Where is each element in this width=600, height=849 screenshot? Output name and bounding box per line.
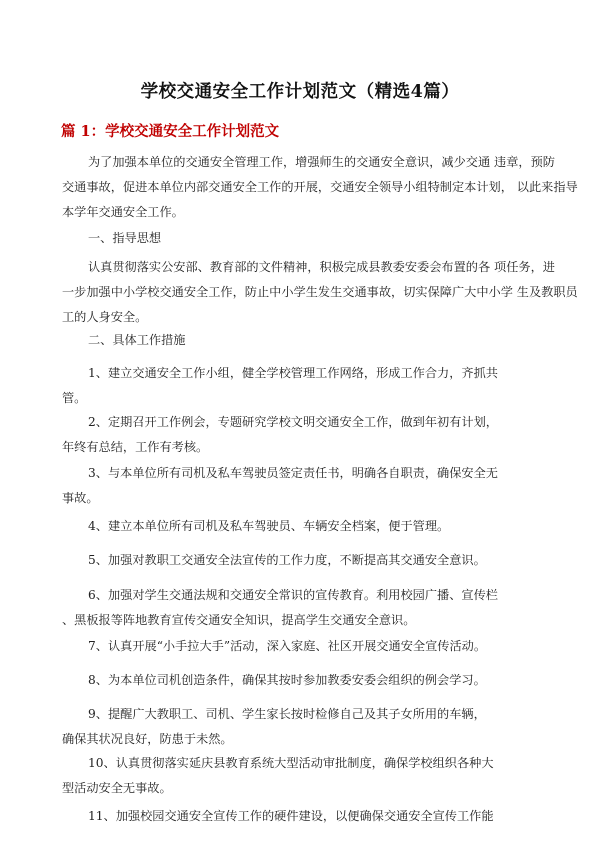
heading-specific-measures <box>62 328 542 353</box>
text-line: 11、加强校园交通安全宣传工作的硬件建设，以便确保交通安全宣传工作能 <box>88 809 494 823</box>
text-line: 一步加强中小学校交通安全工作，防止中小学生发生交通事故，切实保障广大中小学 生及教职员 <box>62 285 578 299</box>
list-item <box>62 514 542 539</box>
text-line: 8、为本单位司机创造条件，确保其按时参加教委安委会组织的例会学习。 <box>88 673 486 687</box>
list-item <box>62 548 542 573</box>
text-line: 型活动安全无事故。 <box>62 781 172 795</box>
text-line: 交通事故，促进本单位内部交通安全工作的开展，交通安全领导小组特制定本计划， 以此来指导 <box>62 180 578 194</box>
text-line: 4、建立本单位所有司机及私车驾驶员、车辆安全档案，便于管理。 <box>88 519 450 533</box>
text-line: 工的人身安全。 <box>62 310 148 324</box>
text-line: 本学年交通安全工作。 <box>62 205 184 219</box>
section-heading: 篇 1：学校交通安全工作计划范文 <box>61 123 280 140</box>
list-item <box>62 634 542 659</box>
list-item <box>62 668 542 693</box>
text-line: 、黑板报等阵地教育宣传交通安全知识，提高学生交通安全意识。 <box>62 613 416 627</box>
text-line: 管。 <box>62 391 87 405</box>
text-line: 二、具体工作措施 <box>88 333 186 347</box>
text-line: 6、加强对学生交通法规和交通安全常识的宣传教育。利用校园广播、宣传栏 <box>88 588 498 602</box>
list-item <box>62 361 542 411</box>
text-line: 9、提醒广大教职工、司机、学生家长按时检修自己及其子女所用的车辆， <box>88 707 486 721</box>
text-line: 1、建立交通安全工作小组，健全学校管理工作网络，形成工作合力，齐抓共 <box>88 366 498 380</box>
text-line: 3、与本单位所有司机及私车驾驶员签定责任书，明确各自职责，确保安全无 <box>88 466 498 480</box>
list-item <box>62 804 542 829</box>
paragraph-guiding <box>62 255 578 330</box>
list-item <box>62 751 542 801</box>
heading-guiding-ideology <box>62 226 542 251</box>
text-line: 事故。 <box>62 491 99 505</box>
list-item <box>62 410 542 460</box>
text-line: 一、指导思想 <box>88 231 162 245</box>
document-title: 学校交通安全工作计划范文（精选4篇） <box>140 82 460 102</box>
list-item <box>62 461 542 511</box>
paragraph-intro <box>62 150 578 225</box>
text-line: 认真贯彻落实公安部、教育部的文件精神，积极完成县教委安委会布置的各 项任务，进 <box>88 260 555 274</box>
text-line: 年终有总结，工作有考核。 <box>62 440 209 454</box>
text-line: 10、认真贯彻落实延庆县教育系统大型活动审批制度，确保学校组织各种大 <box>88 756 494 770</box>
list-item <box>62 583 542 633</box>
text-line: 为了加强本单位的交通安全管理工作，增强师生的交通安全意识，减少交通 违章，预防 <box>88 155 555 169</box>
text-line: 确保其状况良好，防患于未然。 <box>62 732 233 746</box>
text-line: 5、加强对教职工交通安全法宣传的工作力度，不断提高其交通安全意识。 <box>88 553 486 567</box>
text-line: 2、定期召开工作例会，专题研究学校文明交通安全工作，做到年初有计划， <box>88 415 498 429</box>
list-item <box>62 702 542 752</box>
text-line: 7、认真开展“小手拉大手”活动，深入家庭、社区开展交通安全宣传活动。 <box>88 639 487 653</box>
